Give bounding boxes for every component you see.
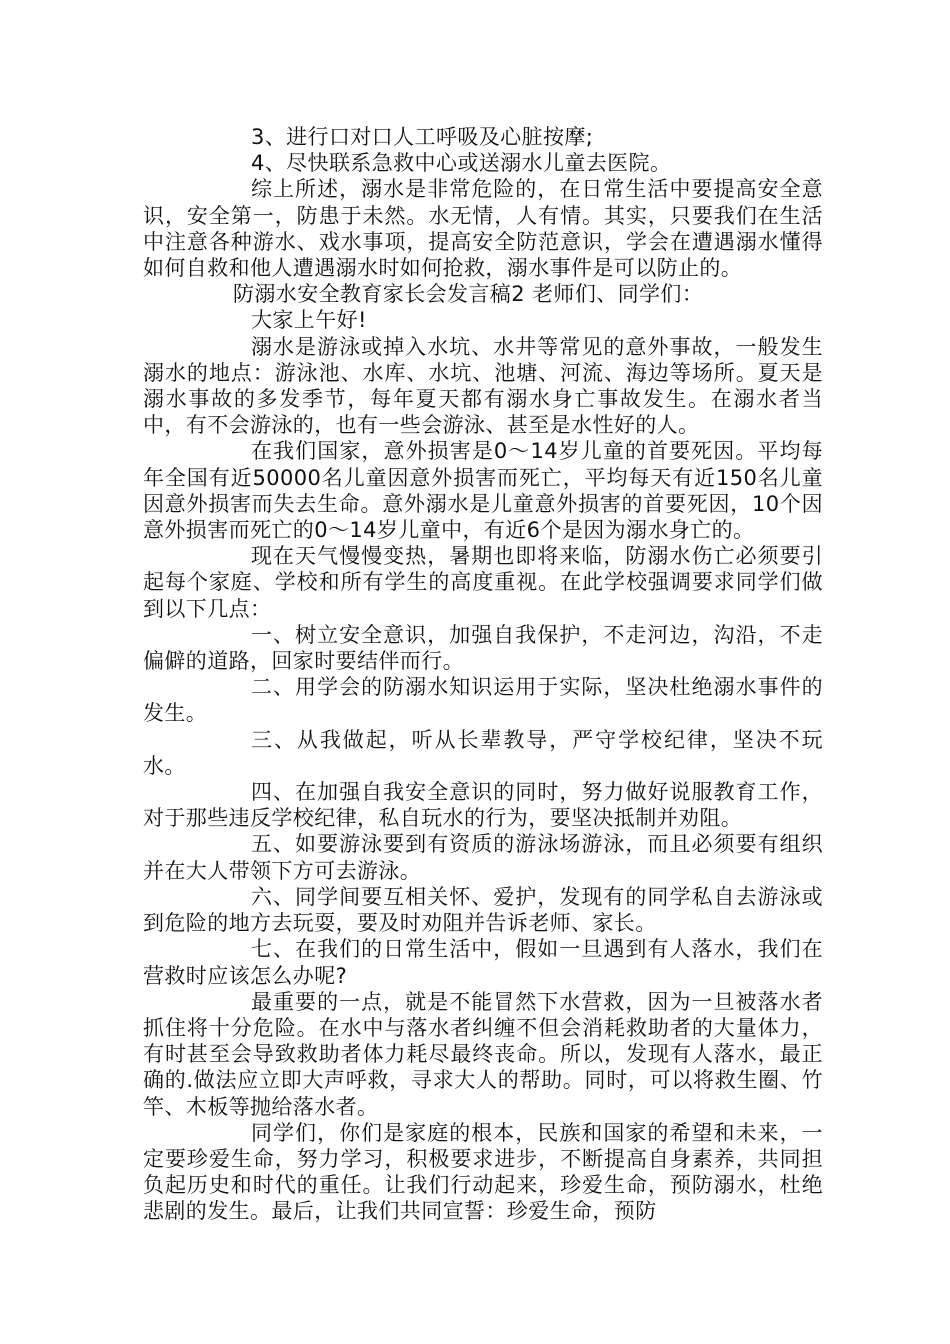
rule-2: 二、用学会的防溺水知识运用于实际，坚决杜绝溺水事件的发生。 <box>143 675 823 726</box>
rule-3: 三、从我做起，听从长辈教导，严守学校纪律，坚决不玩水。 <box>143 727 823 778</box>
rule-4: 四、在加强自我安全意识的同时，努力做好说服教育工作，对于那些违反学校纪律，私自玩水的行为，要坚决抵制并劝阻。 <box>143 780 823 831</box>
paragraph-rescue-advice: 最重要的一点，就是不能冒然下水营救，因为一旦被落水者抓住将十分危险。在水中与落水者纠缠不但会消耗救助者的大量体力，有时甚至会导致救助者体力耗尽最终丧命。所以，发现有人落水，最正确的.做法应立即大声呼救，寻求大人的帮助。同时，可以将救生圈、竹竿、木板等抛给落水者。 <box>143 989 823 1119</box>
rule-1: 一、树立安全意识，加强自我保护，不走河边，沟沿，不走偏僻的道路，回家时要结伴而行。 <box>143 622 823 674</box>
paragraph-closing: 同学们，你们是家庭的根本，民族和国家的希望和未来，一定要珍爱生命，努力学习，积极要求进步，不断提高自身素养，共同担负起历史和时代的重任。让我们行动起来，珍爱生命，预防溺水，杜绝悲剧的发生。最后，让我们共同宣誓：珍爱生命，预防 <box>143 1120 823 1224</box>
paragraph-drowning-intro: 溺水是游泳或掉入水坑、水井等常见的意外事故，一般发生溺水的地点：游泳池、水库、水坑、池塘、河流、海边等场所。夏天是溺水事故的多发季节，每年夏天都有溺水身亡事故发生。在溺水者当中，有不会游泳的，也有一些会游泳、甚至是水性好的人。 <box>143 334 823 438</box>
rule-5: 五、如要游泳要到有资质的游泳场游泳，而且必须要有组织并在大人带领下方可去游泳。 <box>143 832 823 883</box>
paragraph-summary: 综上所述，溺水是非常危险的，在日常生活中要提高安全意识，安全第一，防患于未然。水无情，人有情。其实，只要我们在生活中注意各种游水、戏水事项，提高安全防范意识，学会在遭遇溺水懂得如何自救和他人遭遇溺水时如何抢救，溺水事件是可以防止的。 <box>143 177 823 281</box>
rule-6: 六、同学间要互相关怀、爱护，发现有的同学私自去游泳或到危险的地方去玩耍，要及时劝阻并告诉老师、家长。 <box>143 884 823 936</box>
document-body <box>143 124 823 1225</box>
rule-7: 七、在我们的日常生活中，假如一旦遇到有人落水，我们在营救时应该怎么办呢? <box>143 937 823 988</box>
paragraph-step-4: 4、尽快联系急救中心或送溺水儿童去医院。 <box>251 151 672 176</box>
paragraph-statistics: 在我们国家，意外损害是0～14岁儿童的首要死因。平均每年全国有近50000名儿童因意外损害而死亡，平均每天有近150名儿童因意外损害而失去生命。意外溺水是儿童意外损害的首要死因，10个因意外损害而死亡的0～14岁儿童中，有近6个是因为溺水身亡的。 <box>143 439 823 543</box>
paragraph-requirements: 现在天气慢慢变热，暑期也即将来临，防溺水伤亡必须要引起每个家庭、学校和所有学生的高度重视。在此学校强调要求同学们做到以下几点： <box>143 544 823 621</box>
greeting: 大家上午好! <box>251 308 367 333</box>
paragraph-step-3: 3、进行口对口人工呼吸及心脏按摩; <box>251 125 594 149</box>
speech-heading: 防溺水安全教育家长会发言稿2 老师们、同学们： <box>233 282 704 307</box>
